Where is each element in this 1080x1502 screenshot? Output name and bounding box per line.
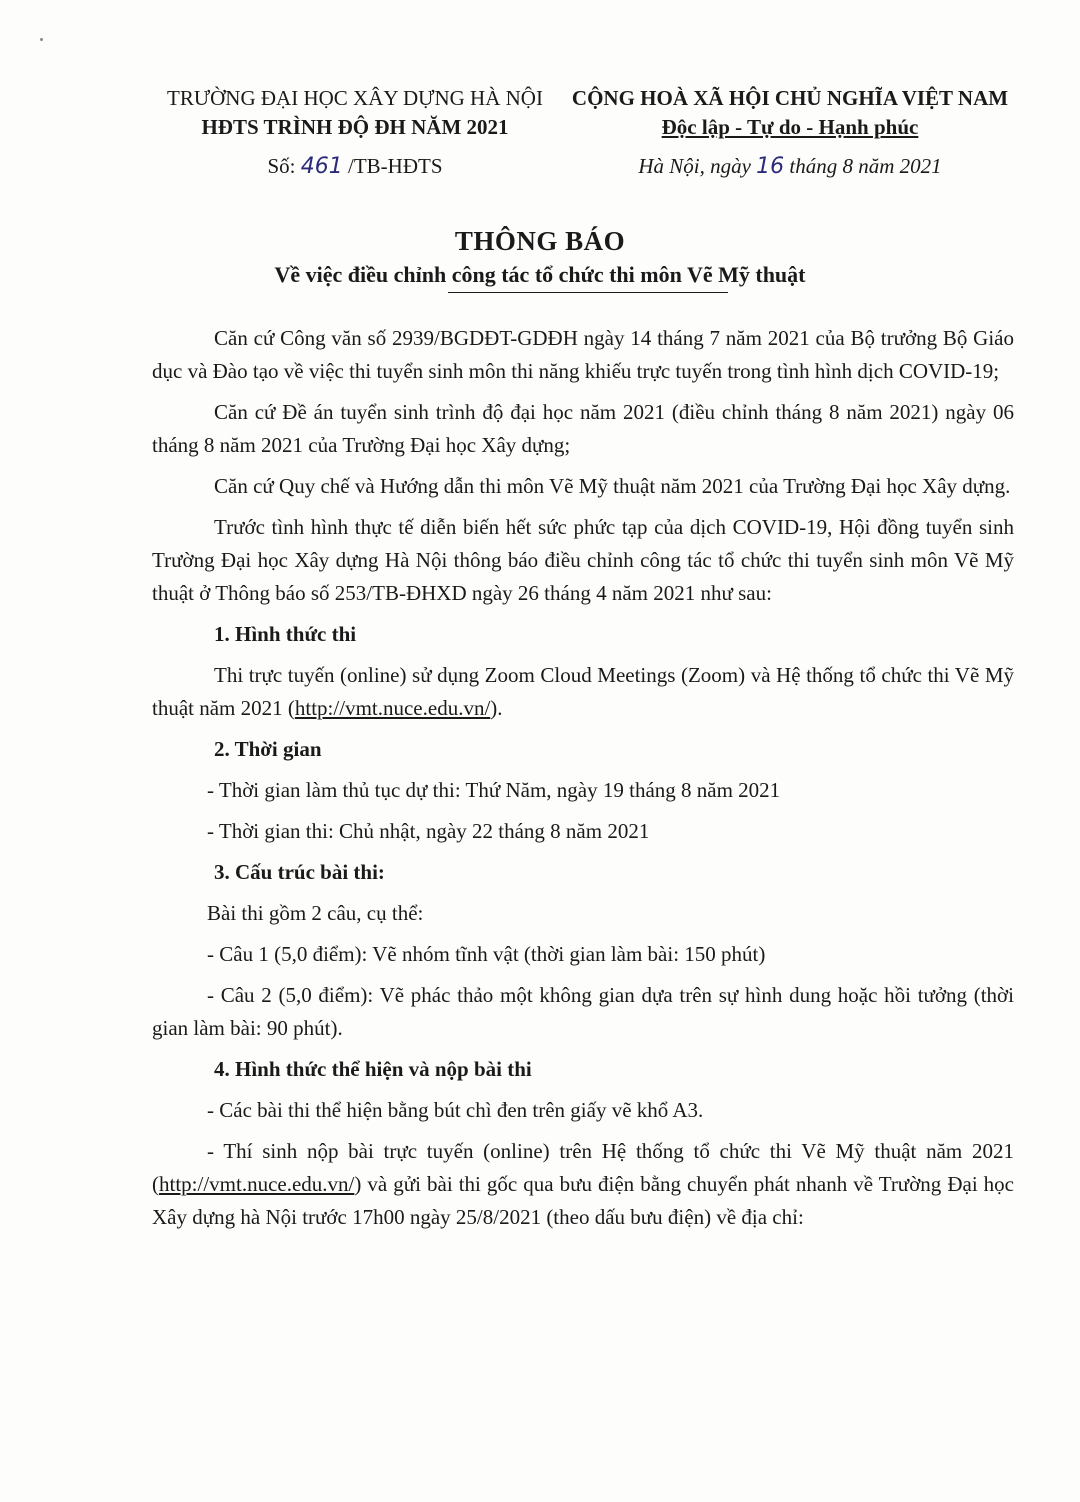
- section-4-item-submission: [152, 1135, 1014, 1234]
- section-1-text-end: ).: [490, 696, 503, 720]
- issue-date-suffix: tháng 8 năm 2021: [789, 154, 942, 178]
- paragraph-basis-1: Căn cứ Công văn số 2939/BGDĐT-GDĐH ngày 14 tháng 7 năm 2021 của Bộ trưởng Bộ Giáo dục và Đào tạo về việc thi tuyển sinh môn thi năng khiếu trực tuyến trong tình hình dịch COVID-19;: [152, 326, 1014, 383]
- section-2-heading: 2. Thời gian: [214, 737, 322, 761]
- section-4-item-materials: - Các bài thi thể hiện bằng bút chì đen trên giấy vẽ khổ A3.: [207, 1098, 704, 1122]
- section-1-heading: 1. Hình thức thi: [214, 622, 357, 646]
- section-4-submission-start: - Thí sinh nộp bài trực tuyến (online) trên Hệ thống tổ chức thi Vẽ Mỹ thuật năm 2021 (: [152, 1139, 1014, 1196]
- paragraph-basis-3: Căn cứ Quy chế và Hướng dẫn thi môn Vẽ Mỹ thuật năm 2021 của Trường Đại học Xây dựng.: [214, 474, 1011, 498]
- scan-speck: [40, 38, 43, 41]
- issue-date: [560, 154, 1020, 179]
- issue-date-prefix: Hà Nội, ngày: [638, 154, 751, 178]
- paragraph-basis-2: Căn cứ Đề án tuyển sinh trình độ đại học năm 2021 (điều chỉnh tháng 8 năm 2021) ngày 06 tháng 8 năm 2021 của Trường Đại học Xây dựng;: [152, 400, 1014, 457]
- national-header-block: [560, 84, 1020, 179]
- section-3-question-2: - Câu 2 (5,0 điểm): Vẽ phác thảo một không gian dựa trên sự hình dung hoặc hồi tưởng (thời gian làm bài: 90 phút).: [152, 983, 1014, 1040]
- section-4-heading: 4. Hình thức thể hiện và nộp bài thi: [214, 1057, 532, 1081]
- council-name: HĐTS TRÌNH ĐỘ ĐH NĂM 2021: [201, 115, 509, 139]
- national-motto: Độc lập - Tự do - Hạnh phúc: [661, 115, 919, 139]
- paragraph-context: Trước tình hình thực tế diễn biến hết sức phức tạp của dịch COVID-19, Hội đồng tuyển sinh Trường Đại học Xây dựng Hà Nội thông báo điều chỉnh công tác tổ chức thi tuyển sinh môn Vẽ Mỹ thuật ở Thông báo số 253/TB-ĐHXD ngày 26 tháng 4 năm 2021 như sau:: [152, 515, 1014, 605]
- section-2-item-exam-date: - Thời gian thi: Chủ nhật, ngày 22 tháng 8 năm 2021: [207, 819, 650, 843]
- subtitle-underline: [448, 292, 728, 293]
- national-name: CỘNG HOÀ XÃ HỘI CHỦ NGHĨA VIỆT NAM: [571, 86, 1009, 110]
- page-title: THÔNG BÁO: [454, 226, 626, 256]
- page-subtitle: Về việc điều chỉnh công tác tổ chức thi môn Vẽ Mỹ thuật: [274, 262, 806, 287]
- section-2-item-checkin: - Thời gian làm thủ tục dự thi: Thứ Năm, ngày 19 tháng 8 năm 2021: [207, 778, 781, 802]
- section-4-submission-end: ) và gửi bài thi gốc qua bưu điện bằng chuyển phát nhanh về Trường Đại học Xây dựng hà Nội trước 17h00 ngày 25/8/2021 (theo dấu bưu điện) về địa chỉ:: [152, 1172, 1014, 1229]
- section-1-text: [152, 659, 1014, 725]
- university-name: TRƯỜNG ĐẠI HỌC XÂY DỰNG HÀ NỘI: [167, 86, 543, 110]
- document-number-suffix: /TB-HĐTS: [348, 154, 443, 178]
- submission-system-link[interactable]: http://vmt.nuce.edu.vn/: [159, 1172, 355, 1196]
- section-3-intro: Bài thi gồm 2 câu, cụ thể:: [207, 901, 424, 925]
- document-body: [152, 322, 1014, 1234]
- document-number: [150, 154, 560, 179]
- document-number-handwritten: 461: [300, 154, 343, 179]
- section-1-text-start: Thi trực tuyến (online) sử dụng Zoom Cloud Meetings (Zoom) và Hệ thống tổ chức thi Vẽ Mỹ thuật năm 2021 (: [152, 663, 1014, 720]
- exam-system-link[interactable]: http://vmt.nuce.edu.vn/: [294, 696, 491, 720]
- issuer-block: [150, 84, 560, 179]
- section-3-heading: 3. Cấu trúc bài thi:: [214, 860, 385, 884]
- document-number-prefix: Số:: [267, 154, 296, 178]
- section-3-question-1: - Câu 1 (5,0 điểm): Vẽ nhóm tĩnh vật (thời gian làm bài: 150 phút): [207, 942, 766, 966]
- issue-date-day-handwritten: 16: [756, 154, 785, 179]
